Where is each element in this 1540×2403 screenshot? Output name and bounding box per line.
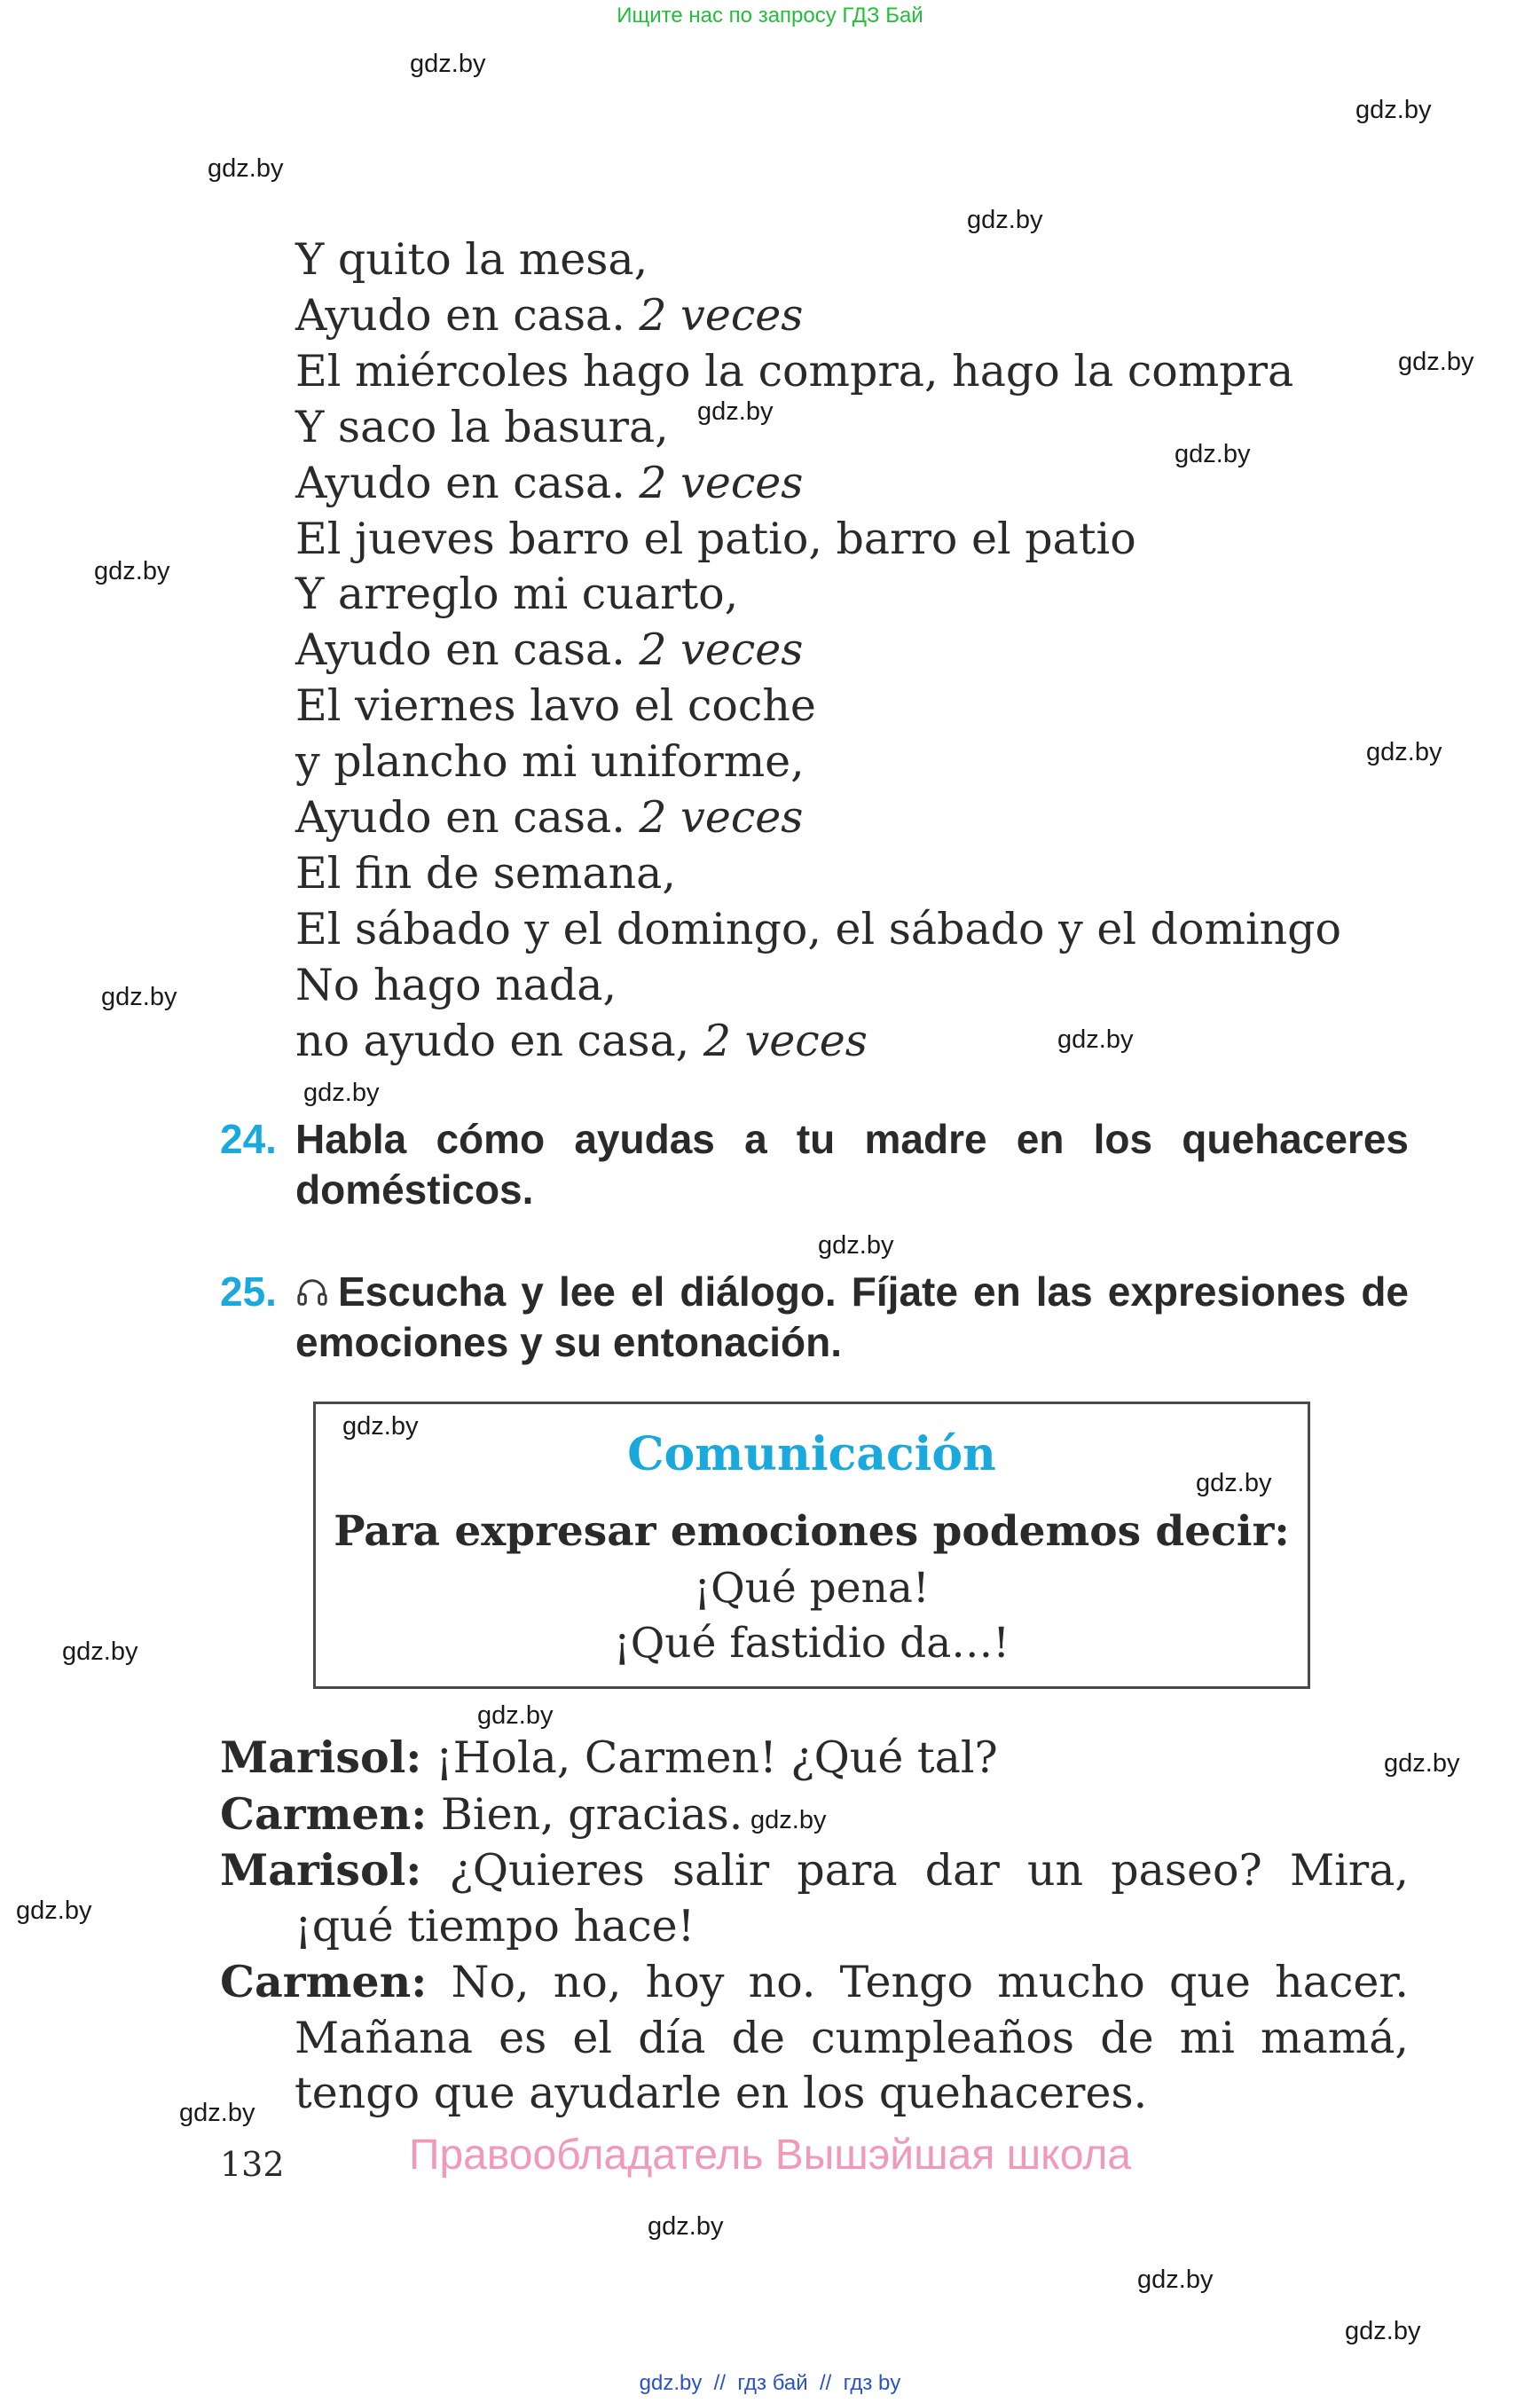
watermark: gdz.by [94,557,170,585]
emotion-phrase: ¡Qué pena! [694,1564,930,1613]
watermark: gdz.by [1366,738,1442,766]
dialog-turn [220,1842,1409,1954]
watermark: gdz.by [477,1701,554,1730]
watermark: gdz.by [967,206,1043,234]
communication-box [313,1402,1310,1689]
lyric-line: Y saco la basura, [295,401,669,452]
watermark: gdz.by [1057,1025,1134,1054]
watermark: gdz.by [648,2212,724,2241]
dialog-turn [220,1787,1409,1843]
copyright-notice: Правообладатель Вышэйшая школа [408,2132,1132,2179]
dialog-turn [220,1954,1409,2122]
watermark: gdz.by [179,2099,255,2127]
repeat-note: 2 veces [639,289,804,341]
watermark: gdz.by [1398,348,1474,376]
lyric-line: Ayudo en casa. 2 veces [295,792,804,844]
watermark: gdz.by [342,1412,419,1441]
lyric-line: Ayudo en casa. 2 veces [295,624,804,676]
watermark: gdz.by [1137,2266,1214,2294]
speaker: Carmen: [220,1787,428,1840]
repeat-note: 2 veces [703,1015,868,1066]
watermark: gdz.by [62,1637,138,1666]
lyric-line: El miércoles hago la compra, hago la compra [295,345,1294,397]
emotion-phrase: ¡Qué fastidio da…! [613,1619,1010,1668]
utterance: ¿Quieres salir para dar un paseo? Mira, ¡qué tiempo hace! [295,1845,1409,1951]
lyric-line: no ayudo en casa, 2 veces [295,1015,868,1066]
lyric-line: y plancho mi uniforme, [295,736,805,788]
lyric-line: El viernes lavo el coche [295,680,816,732]
watermark: gdz.by [1175,440,1251,468]
repeat-note: 2 veces [639,624,804,676]
speaker: Marisol: [220,1732,422,1783]
watermark: gdz.by [16,1896,92,1925]
lyric-line: El sábado y el domingo, el sábado y el domingo [295,903,1342,954]
task-text: Habla cómo ayudas a tu madre en los quehaceres domésticos. [295,1116,1409,1213]
watermark: gdz.by [410,50,486,78]
lyric-line: El jueves barro el patio, barro el patio [295,513,1136,564]
speaker: Marisol: [220,1844,422,1896]
top-banner: Ищите нас по запросу ГДЗ Бай [617,4,923,27]
utterance: No, no, hoy no. Tengo mucho que hacer. Mañana es el día de cumpleaños de mi mamá, tengo que ayudarle en los quehaceres. [295,1957,1409,2118]
task-25 [220,1267,1409,1368]
watermark: gdz.by [750,1806,827,1834]
watermark: gdz.by [208,154,284,183]
watermark: gdz.by [101,983,177,1011]
lyric-line: No hago nada, [295,959,617,1010]
repeat-note: 2 veces [639,792,804,844]
watermark: gdz.by [697,397,774,426]
headphones-icon [295,1276,329,1309]
task-text: Escucha y lee el diálogo. Fíjate en las expresiones de emociones y su entonación. [295,1268,1409,1365]
utterance: ¡Hola, Carmen! ¿Qué tal? [421,1732,998,1783]
communication-title: Comunicación [627,1427,996,1481]
watermark: gdz.by [1196,1469,1272,1497]
communication-intro: Para expresar emociones podemos decir: [334,1507,1290,1556]
task-number: 24. [220,1116,277,1162]
song-lyrics [295,232,1449,1070]
watermark: gdz.by [1355,96,1432,124]
dialog [220,1730,1409,2122]
lyric-line: Ayudo en casa. 2 veces [295,289,804,341]
lyric-line: Y quito la mesa, [295,234,648,285]
bottom-banner: gdz.by // гдз бай // гдз by [639,2371,901,2395]
task-number: 25. [220,1268,277,1315]
speaker: Carmen: [220,1956,428,2007]
utterance: Bien, gracias. [427,1788,743,1840]
watermark: gdz.by [818,1231,894,1260]
lyric-line: Ayudo en casa. 2 veces [295,457,804,508]
dialog-turn [220,1730,1409,1787]
repeat-note: 2 veces [639,457,804,508]
page-number: 132 [220,2145,285,2184]
lyric-line: El fin de semana, [295,847,676,899]
watermark: gdz.by [1345,2317,1421,2345]
lyric-line: Y arreglo mi cuarto, [295,569,739,620]
watermark: gdz.by [1384,1749,1460,1778]
watermark: gdz.by [303,1079,380,1107]
task-24 [220,1114,1409,1215]
